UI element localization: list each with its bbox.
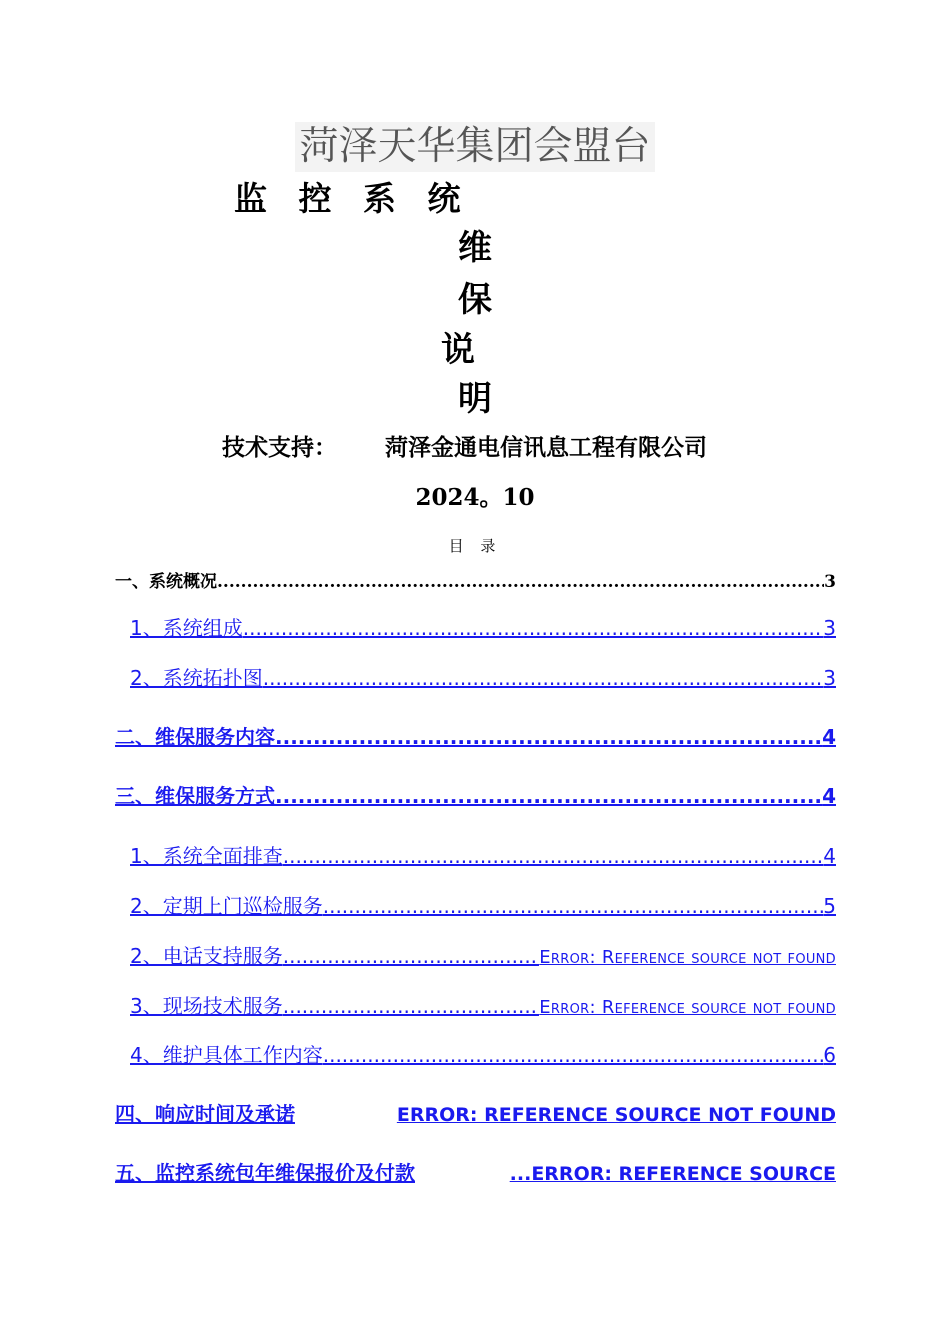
toc-link[interactable]	[130, 1039, 836, 1068]
toc-leader-dots	[283, 994, 540, 1018]
vertical-title-char-3: 说	[441, 330, 475, 370]
toc-leader-dots	[263, 666, 824, 690]
toc-entry-label: 4、维护具体工作内容	[130, 1043, 323, 1067]
toc-entry-label: 2、系统拓扑图	[130, 666, 263, 690]
toc-leader-dots	[243, 616, 824, 640]
toc-link[interactable]	[115, 780, 836, 809]
toc-link[interactable]	[130, 840, 836, 869]
toc-entry-label	[115, 780, 275, 809]
toc-link[interactable]	[115, 1098, 836, 1127]
toc-entry-label: 2、电话支持服务	[130, 944, 283, 968]
toc-entry-label	[115, 1098, 295, 1127]
toc-entry-label-text: 二、维保服务内容	[115, 725, 275, 749]
toc-leader-dots	[275, 725, 822, 749]
toc-heading: 目 录	[448, 537, 502, 555]
toc-leader-dots	[217, 572, 824, 592]
toc-entry-page: ...ERROR: REFERENCE SOURCE	[509, 1163, 836, 1185]
toc-entry-label: 一、系统概况	[115, 572, 217, 592]
toc-entry-page: ERROR: REFERENCE SOURCE NOT FOUND	[396, 1104, 836, 1126]
toc-entry-page: 3	[823, 666, 836, 690]
vertical-title-char-2: 保	[458, 280, 492, 320]
toc-leader-dots	[283, 944, 540, 968]
support-label: 技术支持：	[222, 435, 337, 461]
toc-leader-dots	[275, 784, 822, 808]
toc-link[interactable]	[130, 940, 836, 969]
toc-leader-dots	[323, 894, 824, 918]
toc-entry-label: 1、系统全面排查	[130, 844, 283, 868]
vertical-title-char-1: 维	[458, 228, 492, 268]
toc-entry-label-text: 四、响应时间及承诺	[115, 1102, 295, 1126]
toc-entry-label	[115, 721, 275, 750]
toc-entry-page: Error: Reference source not found	[539, 997, 836, 1018]
toc-entry-page: 3	[824, 572, 836, 592]
toc-link[interactable]	[115, 721, 836, 750]
toc-entry-page: 4	[822, 725, 836, 749]
toc-entry-label: 2、定期上门巡检服务	[130, 894, 323, 918]
document-date: 2024。10	[415, 484, 535, 511]
support-company: 菏泽金通电信讯息工程有限公司	[385, 435, 708, 461]
toc-entry-label-text: 五、监控系统包年维保报价及付款	[115, 1161, 415, 1185]
toc-link[interactable]	[115, 1157, 836, 1186]
toc-entry-label	[115, 1157, 415, 1186]
toc-entry	[115, 567, 836, 592]
tech-support-line	[222, 432, 707, 464]
vertical-title-char-4: 明	[458, 379, 492, 419]
toc-entry-page: 3	[823, 616, 836, 640]
toc-entry-page: 5	[823, 894, 836, 918]
toc-entry-page: 6	[823, 1043, 836, 1067]
toc-entry-page: Error: Reference source not found	[539, 947, 836, 968]
toc-entry-page: 4	[823, 844, 836, 868]
toc-entry-label: 1、系统组成	[130, 616, 243, 640]
company-name-text: 菏泽天华集团会盟台	[295, 122, 654, 172]
toc-entry-label: 3、现场技术服务	[130, 994, 283, 1018]
toc-link[interactable]	[130, 612, 836, 641]
toc-link[interactable]	[130, 990, 836, 1019]
system-title: 监 控 系 统	[234, 179, 471, 218]
toc-leader-dots	[323, 1043, 824, 1067]
toc-link[interactable]	[130, 662, 836, 691]
company-name	[0, 122, 950, 172]
toc-entry-label-text: 三、维保服务方式	[115, 784, 275, 808]
toc-link[interactable]	[130, 890, 836, 919]
toc-leader-dots	[283, 844, 824, 868]
toc-entry-page: 4	[822, 784, 836, 808]
